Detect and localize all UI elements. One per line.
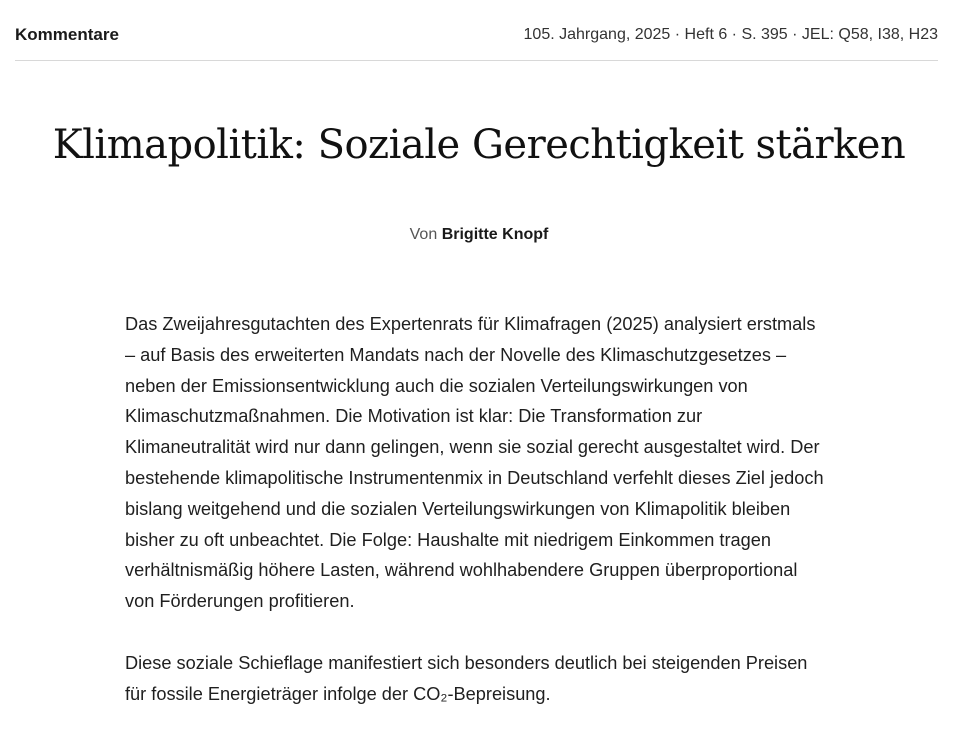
author-name[interactable]: Brigitte Knopf [441,226,549,243]
paragraph: Diese soziale Schieflage manifestiert sich besonders deutlich bei steigenden Preisen für fossile Energieträger infolge der CO₂-Bepreisung. [125,652,808,704]
byline-prefix: Von [409,226,438,243]
article-title: Klimapolitik: Soziale Gerechtigkeit stärken [52,122,906,168]
section-link[interactable]: Kommentare [15,25,119,44]
article-header [15,0,938,61]
paragraph: Das Zweijahresgutachten des Expertenrats für Klimafragen (2025) analysiert erstmals – auf Basis des erweiterten Mandats nach der Novelle des Klimaschutzgesetzes – neben der Emissionsentwicklung auch die sozialen Verteilungswirkungen von Klimaschutzmaßnahmen. Die Motivation ist klar: Die Transformation zur Klimaneutralität wird nur dann gelingen, wenn sie sozial gerecht ausgestaltet wird. Der bestehende klimapolitische Instrumentenmix in Deutschland verfehlt dieses Ziel jedoch bislang weitgehend und die sozialen Verteilungswirkungen von Klimapolitik bleiben bisher zu oft unbeachtet. Die Folge: Haushalte mit niedrigem Einkommen tragen verhältnismäßig höhere Lasten, während wohlhabendere Gruppen überproportional von Förderungen profitieren. [125,314,824,612]
article-body [125,309,825,741]
issue-meta: 105. Jahrgang, 2025 · Heft 6 · S. 395 · JEL: Q58, I38, H23 [523,26,938,43]
byline [0,226,958,244]
